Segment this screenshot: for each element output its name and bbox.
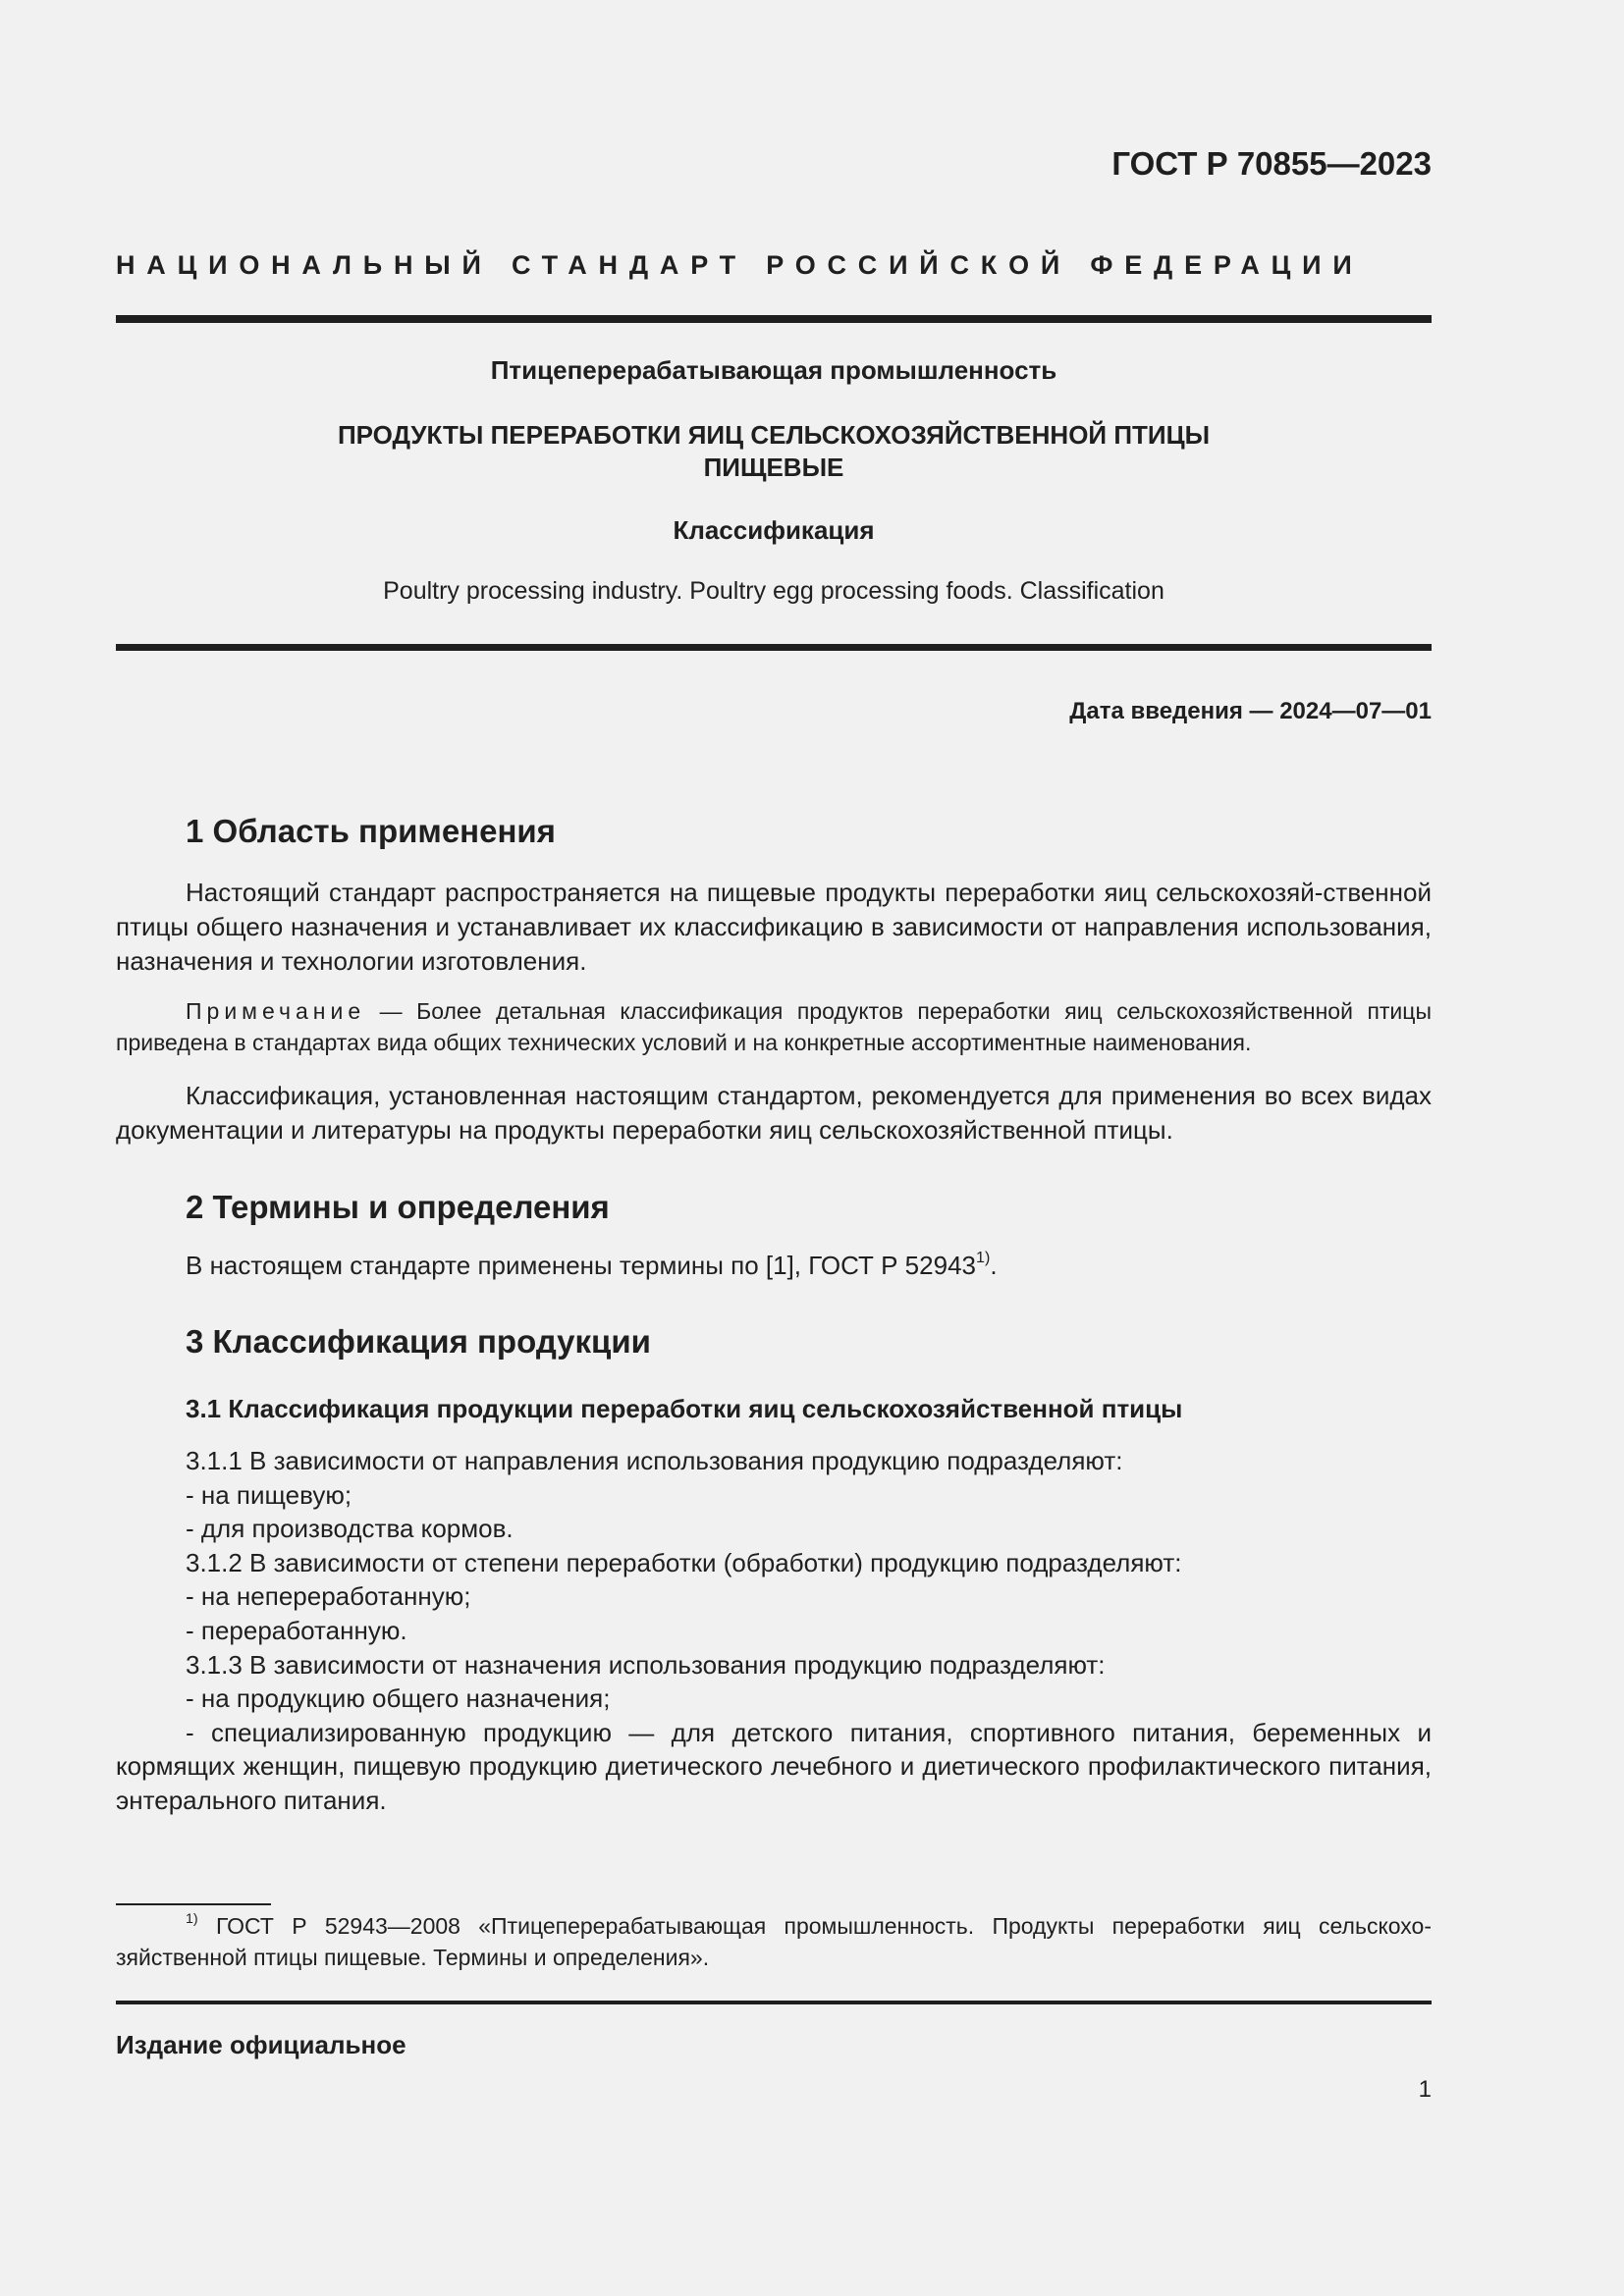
- document-subtitle: Классификация: [673, 515, 875, 545]
- list-item: 3.1.3 В зависимости от назначения использования продукцию подразделяют:: [186, 1649, 1106, 1680]
- section-2-heading: 2 Термины и определения: [186, 1189, 610, 1225]
- document-title: [116, 419, 1432, 484]
- section-1-paragraph-2: Классификация, установленная настоящим стандартом, рекомендуется для применения во всех видах документации и литературы на продукты переработки яиц сельскохозяйственной птицы.: [116, 1081, 1432, 1145]
- list-item: - на продукцию общего назначения;: [186, 1683, 611, 1714]
- list-item: 3.1.1 В зависимости от направления использования продукцию подразделяют:: [186, 1446, 1123, 1475]
- section-1-paragraph-1: Настоящий стандарт распространяется на пищевые продукты переработки яиц сельскохозяй-ственной птицы общего назначения и устанавливает их классификацию в зависимости от направления использования, назначения и технологии изготовления.: [116, 878, 1432, 976]
- subsection-3-1-heading: 3.1 Классификация продукции переработки яиц сельскохозяйственной птицы: [186, 1394, 1183, 1423]
- top-divider: [116, 315, 1432, 323]
- title-line-2: ПИЩЕВЫЕ: [703, 453, 844, 482]
- list-item: - на пищевую;: [186, 1479, 352, 1510]
- list-item: - для производства кормов.: [186, 1514, 514, 1544]
- title-line-1: ПРОДУКТЫ ПЕРЕРАБОТКИ ЯИЦ СЕЛЬСКОХОЗЯЙСТВЕННОЙ ПТИЦЫ: [337, 420, 1211, 450]
- note-text: — Более детальная классификация продуктов переработки яиц сельскохозяйственной птицы приведена в стандартах вида общих технических условий и на конкретные ассортиментные наименования.: [116, 998, 1432, 1055]
- section-3-heading: 3 Классификация продукции: [186, 1323, 651, 1360]
- footnote-divider: [116, 1903, 271, 1905]
- page-number: 1: [1418, 2076, 1432, 2103]
- list-item-specialized: - специализированную продукцию — для детского питания, спортивного питания, беременных и кормящих женщин, пищевую продукцию диетического лечебного и диетического профилактического питания, энтерального питания.: [116, 1717, 1432, 1815]
- list-item: 3.1.2 В зависимости от степени переработки (обработки) продукцию подразделяют:: [186, 1547, 1182, 1577]
- classification-list: [116, 1444, 1432, 1818]
- section-1-note: [116, 995, 1432, 1058]
- section-2-paragraph: [116, 1249, 1432, 1283]
- national-standard-banner: НАЦИОНАЛЬНЫЙ СТАНДАРТ РОССИЙСКОЙ ФЕДЕРАЦИИ: [116, 250, 1364, 280]
- section-2-text: В настоящем стандарте применены термины по [1], ГОСТ Р 52943: [186, 1251, 976, 1280]
- footnote-mark: 1): [186, 1911, 198, 1928]
- official-edition-label: Издание официальное: [116, 2030, 406, 2059]
- english-title: Poultry processing industry. Poultry egg processing foods. Classification: [383, 577, 1164, 605]
- document-number: ГОСТ Р 70855—2023: [1111, 145, 1432, 182]
- industry-title: Птицеперерабатывающая промышленность: [490, 355, 1057, 385]
- title-divider: [116, 644, 1432, 651]
- list-item: - переработанную.: [186, 1615, 407, 1645]
- footnote-reference: 1): [975, 1248, 991, 1266]
- footer-divider: [116, 2001, 1432, 2004]
- note-label: Примечание: [186, 998, 366, 1024]
- footnote: [116, 1910, 1432, 1973]
- document-page: [116, 0, 1432, 2296]
- section-1-heading: 1 Область применения: [186, 813, 556, 849]
- list-item: - на непереработанную;: [186, 1581, 471, 1612]
- footnote-text: ГОСТ Р 52943—2008 «Птицеперерабатывающая промышленность. Продукты переработки яиц сельскохо-зяйственной птицы пищевые. Термины и определения».: [116, 1913, 1432, 1970]
- introduction-date: Дата введения — 2024—07—01: [1069, 698, 1432, 724]
- section-2-text-end: .: [990, 1251, 998, 1280]
